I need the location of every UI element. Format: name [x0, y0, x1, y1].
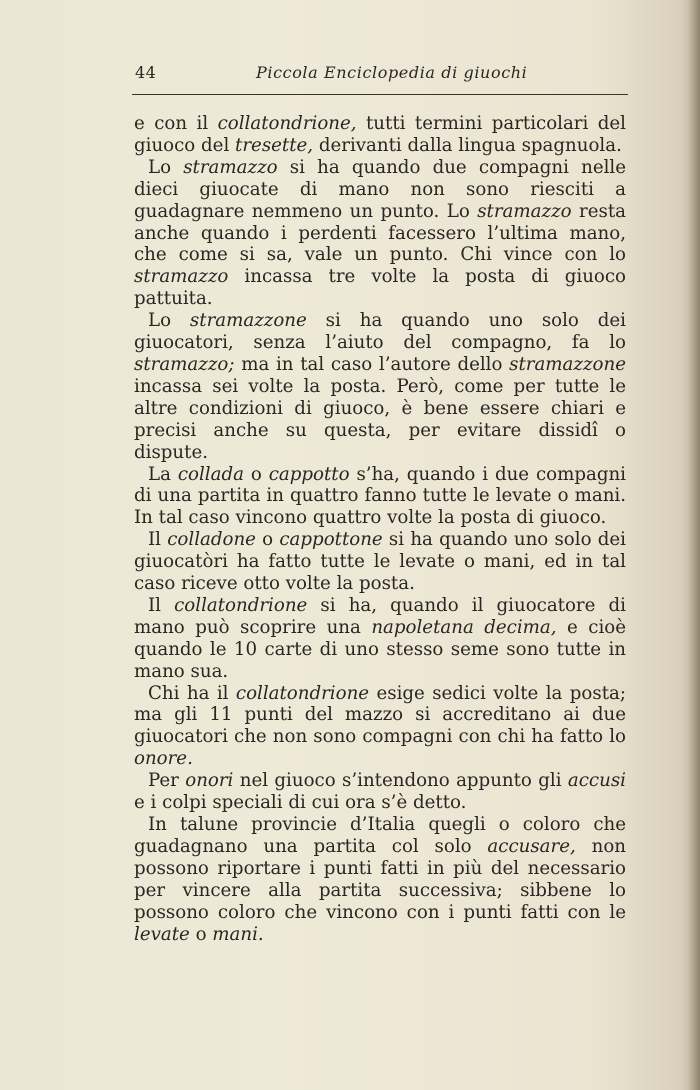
italic-term: napoletana decima, — [371, 616, 557, 638]
text-run: si ha quando uno solo dei giuocatori, senza l’aiuto del compagno, fa lo — [134, 310, 626, 354]
italic-term: levate — [134, 923, 190, 945]
page-edge-shadow — [688, 0, 700, 1090]
text-run: Per — [148, 770, 186, 792]
paragraph — [134, 595, 626, 683]
running-title: Piccola Enciclopedia di giuochi — [256, 63, 528, 82]
italic-term: cappottone — [279, 529, 383, 551]
text-run: si ha quando uno solo dei giuocatòri ha fatto tutte le levate o mani, ed in tal caso riceve otto volte la posta. — [134, 529, 626, 595]
body-text — [134, 113, 626, 945]
italic-term: accusi — [567, 770, 626, 792]
paragraph — [134, 529, 626, 595]
italic-term: cappotto — [268, 463, 350, 485]
text-run: Il — [148, 594, 175, 616]
italic-term: stramazzone — [509, 353, 626, 375]
text-run: s’ha, quando i due compagni di una partita in quattro fanno tutte le levate o mani. In tal caso vincono quattro volte la posta di giuoco. — [134, 463, 627, 529]
italic-term: collada — [177, 463, 244, 485]
italic-term: collatondrione, — [217, 113, 357, 134]
text-run: esige sedici volte la posta; ma gli 11 punti del mazzo si accreditano ai due giuocatori che non sono compagni con chi ha fatto lo — [134, 682, 627, 748]
paragraph — [134, 683, 626, 771]
page-header — [132, 63, 628, 87]
italic-term: tresette, — [235, 134, 314, 156]
italic-term: onore. — [134, 748, 193, 770]
page-number: 44 — [135, 63, 157, 82]
italic-term: stramazzo — [134, 266, 229, 288]
paragraph — [134, 464, 626, 530]
italic-term: stramazzo — [183, 156, 278, 178]
text-run: o — [255, 529, 280, 551]
text-run: Chi ha il — [148, 682, 236, 704]
paragraph — [134, 814, 626, 945]
text-run: La — [148, 463, 178, 485]
paragraph — [134, 113, 626, 157]
text-run: tutti termini particolari del giuoco del — [134, 113, 626, 156]
text-run: In talune provincie d’Italia quegli o coloro che guadagnano una partita col solo — [134, 814, 626, 857]
italic-term: onori — [185, 770, 234, 792]
text-run: e con il — [134, 113, 218, 134]
header-rule — [132, 94, 628, 95]
text-run: non possono riportare i punti fatti in più del necessario per vincere alla partita successiva; sibbene lo possono coloro che vincono con i punti fatti con le — [134, 835, 626, 923]
text-run: e i colpi speciali di cui ora s’è detto. — [134, 792, 467, 814]
text-run: Il — [148, 529, 168, 551]
text-run: si ha, quando il giuocatore di mano può scoprire una — [134, 594, 626, 638]
text-run: e cioè quando le 10 carte di uno stesso seme sono tutte in mano sua. — [134, 616, 626, 682]
text-run: incassa sei volte la posta. Però, come per tutte le altre condizioni di giuoco, è bene essere chiari e precisi anche su questa, per evitare dissidî o dispute. — [134, 375, 626, 463]
italic-term: stramazzo — [477, 200, 572, 222]
italic-term: collatondrione — [174, 594, 308, 616]
text-run: o — [243, 463, 269, 485]
text-run: nel giuoco s’intendono appunto gli — [233, 770, 568, 792]
text-run: derivanti dalla lingua spagnuola. — [313, 134, 622, 156]
paragraph — [134, 157, 626, 310]
text-run: resta anche quando i perdenti facessero l’ultima mano, che come si sa, vale un punto. Chi vince con lo — [134, 200, 626, 266]
italic-term: stramazzone — [189, 310, 307, 332]
text-run: Lo — [148, 156, 184, 178]
text-run: ma in tal caso l’autore dello — [234, 353, 510, 375]
paragraph — [134, 770, 626, 814]
text-run: o — [189, 923, 213, 945]
paragraph — [134, 310, 626, 463]
text-run: Lo — [148, 310, 190, 332]
italic-term: mani. — [212, 923, 264, 945]
italic-term: stramazzo; — [134, 353, 235, 375]
italic-term: colladone — [167, 529, 256, 551]
text-run: incassa tre volte la posta di giuoco pattuita. — [134, 266, 626, 310]
italic-term: accusare, — [487, 835, 576, 857]
text-run: si ha quando due compagni nelle dieci giuocate di mano non sono riesciti a guadagnare nemmeno un punto. Lo — [134, 156, 626, 222]
italic-term: collatondrione — [235, 682, 370, 704]
